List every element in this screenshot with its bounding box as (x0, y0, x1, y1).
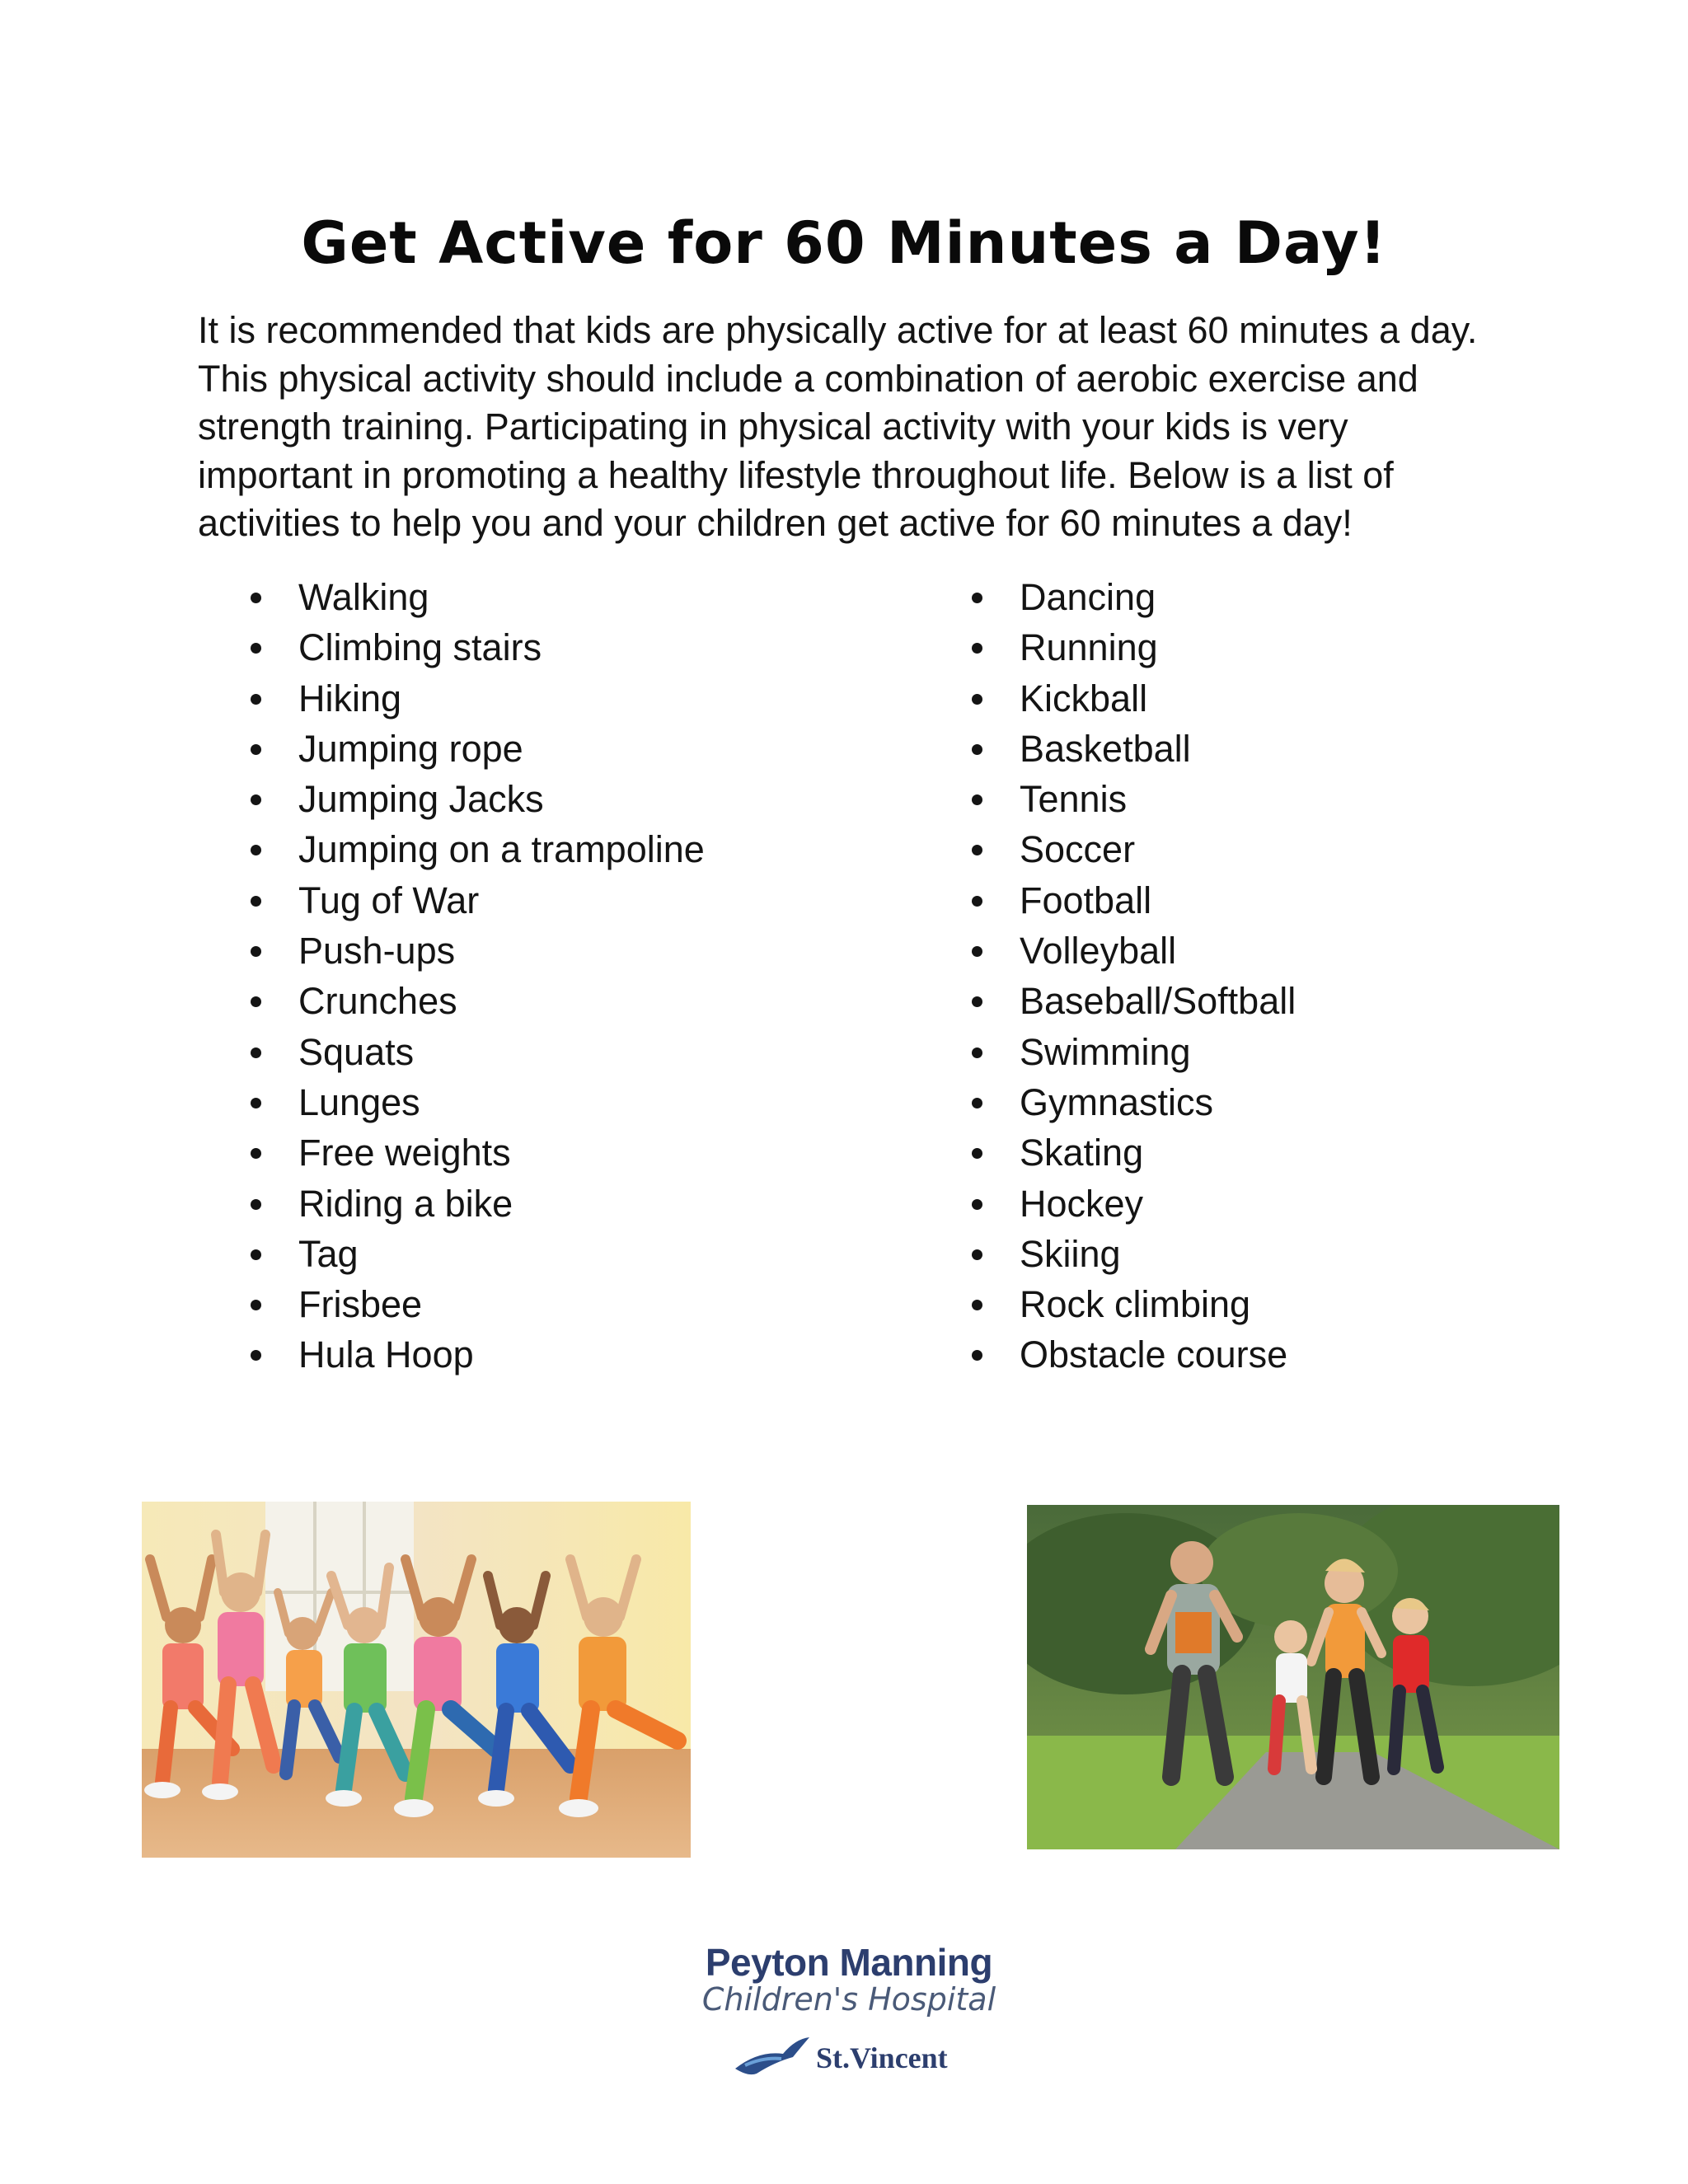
activity-label: Walking (298, 576, 429, 618)
activity-item (247, 622, 705, 673)
activity-label: Climbing stairs (298, 626, 542, 669)
activity-label: Rock climbing (1020, 1283, 1251, 1326)
activity-label: Volleyball (1020, 930, 1177, 972)
activity-item (247, 1229, 705, 1279)
bullet-icon (972, 996, 982, 1007)
activity-item (968, 1329, 1296, 1380)
bullet-icon (972, 1199, 982, 1210)
activity-label: Hiking (298, 677, 402, 719)
activity-label: Hockey (1020, 1182, 1144, 1225)
bullet-icon (251, 1249, 261, 1260)
bullet-icon (972, 1350, 982, 1361)
activity-item (247, 976, 705, 1026)
intro-paragraph: It is recommended that kids are physically active for at least 60 minutes a day. This physical activity should include a combination of aerobic exercise and strength training. Participating in physical activity with your kids is very important in promoting a healthy lifestyle throughout life. Below is a list of activities to help you and your children get active for 60 minutes a day! (198, 309, 1478, 544)
bullet-icon (251, 744, 261, 755)
bullet-icon (251, 1047, 261, 1058)
activity-item (968, 572, 1296, 622)
bullet-icon (972, 694, 982, 705)
activity-item (968, 774, 1296, 824)
activity-item (247, 1027, 705, 1077)
activity-label: Free weights (298, 1132, 511, 1174)
activity-item (247, 1127, 705, 1178)
activity-item (968, 875, 1296, 926)
activity-label: Squats (298, 1030, 415, 1073)
activity-item (247, 1179, 705, 1229)
bullet-icon (251, 1098, 261, 1108)
activity-label: Riding a bike (298, 1182, 513, 1225)
activity-item (968, 1127, 1296, 1178)
bullet-icon (972, 744, 982, 755)
bullet-icon (251, 1350, 261, 1361)
bullet-icon (972, 794, 982, 805)
family-running-photo (1027, 1505, 1559, 1849)
activity-label: Obstacle course (1020, 1333, 1288, 1376)
bullet-icon (251, 1199, 261, 1210)
bullet-icon (972, 1148, 982, 1159)
activity-item (968, 1077, 1296, 1127)
activity-label: Swimming (1020, 1030, 1191, 1073)
bullet-icon (251, 1300, 261, 1310)
bullet-icon (251, 1148, 261, 1159)
activity-item (968, 724, 1296, 774)
bullet-icon (972, 1300, 982, 1310)
bullet-icon (972, 946, 982, 957)
activity-item (247, 774, 705, 824)
bullet-icon (972, 1047, 982, 1058)
activity-item (968, 976, 1296, 1026)
activity-label: Crunches (298, 980, 457, 1023)
bullet-icon (251, 694, 261, 705)
activity-label: Tug of War (298, 879, 480, 921)
activity-list-right (968, 572, 1296, 1380)
activity-item (247, 824, 705, 874)
activity-item (247, 1279, 705, 1329)
bullet-icon (251, 643, 261, 654)
bullet-icon (972, 593, 982, 603)
kids-dancing-photo (142, 1502, 691, 1858)
kids-dancing-illustration (142, 1502, 691, 1858)
bullet-icon (251, 896, 261, 907)
family-running-illustration (1027, 1505, 1559, 1849)
activity-item (247, 926, 705, 976)
bullet-icon (972, 896, 982, 907)
bullet-icon (251, 996, 261, 1007)
activity-item (247, 1329, 705, 1380)
activity-item (247, 572, 705, 622)
activity-label: Lunges (298, 1080, 420, 1123)
activity-label: Push-ups (298, 930, 456, 972)
activity-item (968, 1279, 1296, 1329)
activity-item (968, 926, 1296, 976)
activity-label: Gymnastics (1020, 1080, 1214, 1123)
activity-label: Skiing (1020, 1232, 1121, 1275)
bullet-icon (972, 1249, 982, 1260)
activity-item (968, 1179, 1296, 1229)
activity-label: Frisbee (298, 1283, 423, 1326)
bullet-icon (972, 845, 982, 855)
activity-label: Soccer (1020, 828, 1136, 871)
activity-label: Kickball (1020, 677, 1148, 719)
bullet-icon (251, 794, 261, 805)
activity-item (968, 824, 1296, 874)
activity-label: Basketball (1020, 727, 1191, 770)
activity-item (247, 724, 705, 774)
activity-item (968, 673, 1296, 724)
activity-item (247, 673, 705, 724)
bird-icon (734, 2036, 812, 2079)
hospital-logo (684, 1941, 1014, 2089)
activity-label: Jumping Jacks (298, 778, 544, 821)
activity-label: Baseball/Softball (1020, 980, 1296, 1023)
bullet-icon (972, 643, 982, 654)
activity-label: Tennis (1020, 778, 1128, 821)
bullet-icon (251, 946, 261, 957)
activity-item (968, 1027, 1296, 1077)
activity-item (247, 1077, 705, 1127)
activity-label: Dancing (1020, 576, 1156, 618)
activity-label: Jumping rope (298, 727, 523, 770)
activity-label: Skating (1020, 1132, 1144, 1174)
activity-label: Tag (298, 1232, 359, 1275)
bullet-icon (251, 593, 261, 603)
activity-item (247, 875, 705, 926)
activity-item (968, 622, 1296, 673)
bullet-icon (251, 845, 261, 855)
activity-list-left (247, 572, 705, 1380)
logo-subtitle: Children's Hospital (701, 1981, 996, 2018)
activity-item (968, 1229, 1296, 1279)
page-title: Get Active for 60 Minutes a Day! (301, 209, 1387, 277)
activity-label: Hula Hoop (298, 1333, 474, 1376)
bullet-icon (972, 1098, 982, 1108)
activity-label: Jumping on a trampoline (298, 828, 705, 871)
activity-label: Running (1020, 626, 1158, 669)
logo-name: Peyton Manning (705, 1941, 993, 1984)
activity-label: Football (1020, 879, 1152, 921)
logo-st-vincent: St.Vincent (816, 2041, 948, 2074)
